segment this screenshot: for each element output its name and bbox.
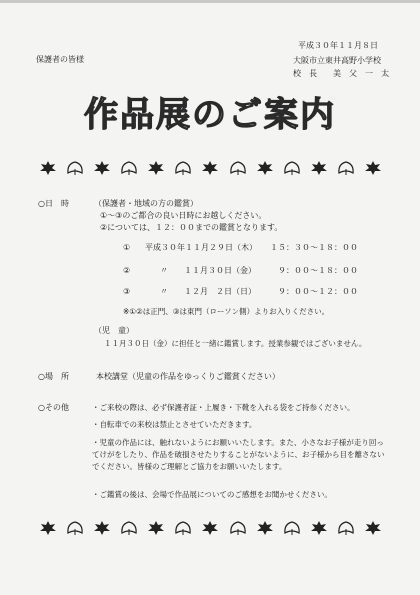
maple-leaf-icon	[363, 160, 383, 176]
document-date: 平成３０年１１月８日	[298, 41, 378, 50]
schedule-row-3-num: ③	[123, 287, 131, 296]
schedule-row-3-date: 〃 １２月 ２日（日）	[160, 287, 256, 296]
schedule-note-1: ①～③のご都合の良い日時にお越しください。	[100, 211, 267, 220]
leaf-border-top	[38, 157, 383, 179]
maple-leaf-icon	[255, 160, 275, 176]
maple-leaf-icon	[146, 160, 166, 176]
schedule-row-2-time: ９：００～１８：００	[278, 266, 358, 275]
schedule-note-2: ②については、１２：００までの鑑賞となります。	[100, 223, 283, 232]
maple-leaf-icon	[255, 520, 275, 536]
other-bullet-1: ・ご来校の際は、必ず保護者証・上履き・下靴を入れる袋をご持参ください。	[92, 403, 355, 412]
maple-leaf-icon	[363, 520, 383, 536]
page-title-text: 作品展のご案内	[84, 95, 336, 134]
maple-leaf-icon	[200, 160, 220, 176]
schedule-row-2-num: ②	[123, 266, 131, 275]
ginkgo-leaf-icon	[228, 160, 248, 176]
schedule-row-1-time: １５：３０～１８：００	[270, 243, 358, 252]
ginkgo-leaf-icon	[65, 520, 85, 536]
page-title	[0, 92, 420, 138]
schedule-row-2-date: 〃 １１月３０日（金）	[160, 266, 256, 275]
ginkgo-leaf-icon	[282, 160, 302, 176]
scan-edge	[0, 0, 420, 3]
schedule-row-1-num: ①	[123, 243, 131, 252]
ginkgo-leaf-icon	[119, 520, 139, 536]
ginkgo-leaf-icon	[119, 160, 139, 176]
school-name: 大阪市立東井高野小学校	[293, 56, 381, 65]
maple-leaf-icon	[200, 520, 220, 536]
maple-leaf-icon	[146, 520, 166, 536]
schedule-heading: ○日 時	[38, 199, 69, 208]
schedule-row-3-time: ９：００～１２：００	[278, 287, 358, 296]
maple-leaf-icon	[92, 160, 112, 176]
ginkgo-leaf-icon	[228, 520, 248, 536]
maple-leaf-icon	[92, 520, 112, 536]
schedule-group-children: （児 童）	[94, 326, 134, 335]
gate-note: ※①②は正門、③は東門（ローソン側）よりお入りください。	[123, 307, 330, 316]
ginkgo-leaf-icon	[173, 520, 193, 536]
ginkgo-leaf-icon	[65, 160, 85, 176]
other-bullet-3: ・児童の作品には、触れないようにお願いいたします。また、小さなお子様が走り回ってけがをしたり、作品を破損させたりすることがないように、お子様から目を離さないでください。皆様のご理解とご協力をお願いいたします。	[92, 438, 385, 471]
children-note: １１月３０日（金）に担任と一緒に鑑賞します。授業参観ではございません。	[104, 339, 367, 348]
other-bullet-2: ・自転車での来校は禁止とさせていただきます。	[92, 420, 257, 429]
ginkgo-leaf-icon	[336, 520, 356, 536]
maple-leaf-icon	[38, 160, 58, 176]
leaf-border-bottom	[38, 517, 383, 539]
place-heading: ○場 所	[38, 372, 69, 381]
other-heading: ○その他	[38, 403, 69, 412]
place-text: 本校講堂（児童の作品をゆっくりご鑑賞ください）	[96, 372, 280, 381]
schedule-row-1-date: 平成３０年１１月２９日（木）	[145, 243, 257, 252]
other-bullet-4: ・ご鑑賞の後は、会場で作品展についてのご感想をお聞かせください。	[92, 490, 332, 499]
ginkgo-leaf-icon	[282, 520, 302, 536]
schedule-group-parents: （保護者・地域の方の鑑賞）	[94, 199, 198, 208]
maple-leaf-icon	[309, 520, 329, 536]
maple-leaf-icon	[309, 160, 329, 176]
principal-name: 校 長 美 父 一 太	[293, 69, 389, 78]
ginkgo-leaf-icon	[336, 160, 356, 176]
ginkgo-leaf-icon	[173, 160, 193, 176]
recipient: 保護者の皆様	[36, 55, 84, 64]
maple-leaf-icon	[38, 520, 58, 536]
